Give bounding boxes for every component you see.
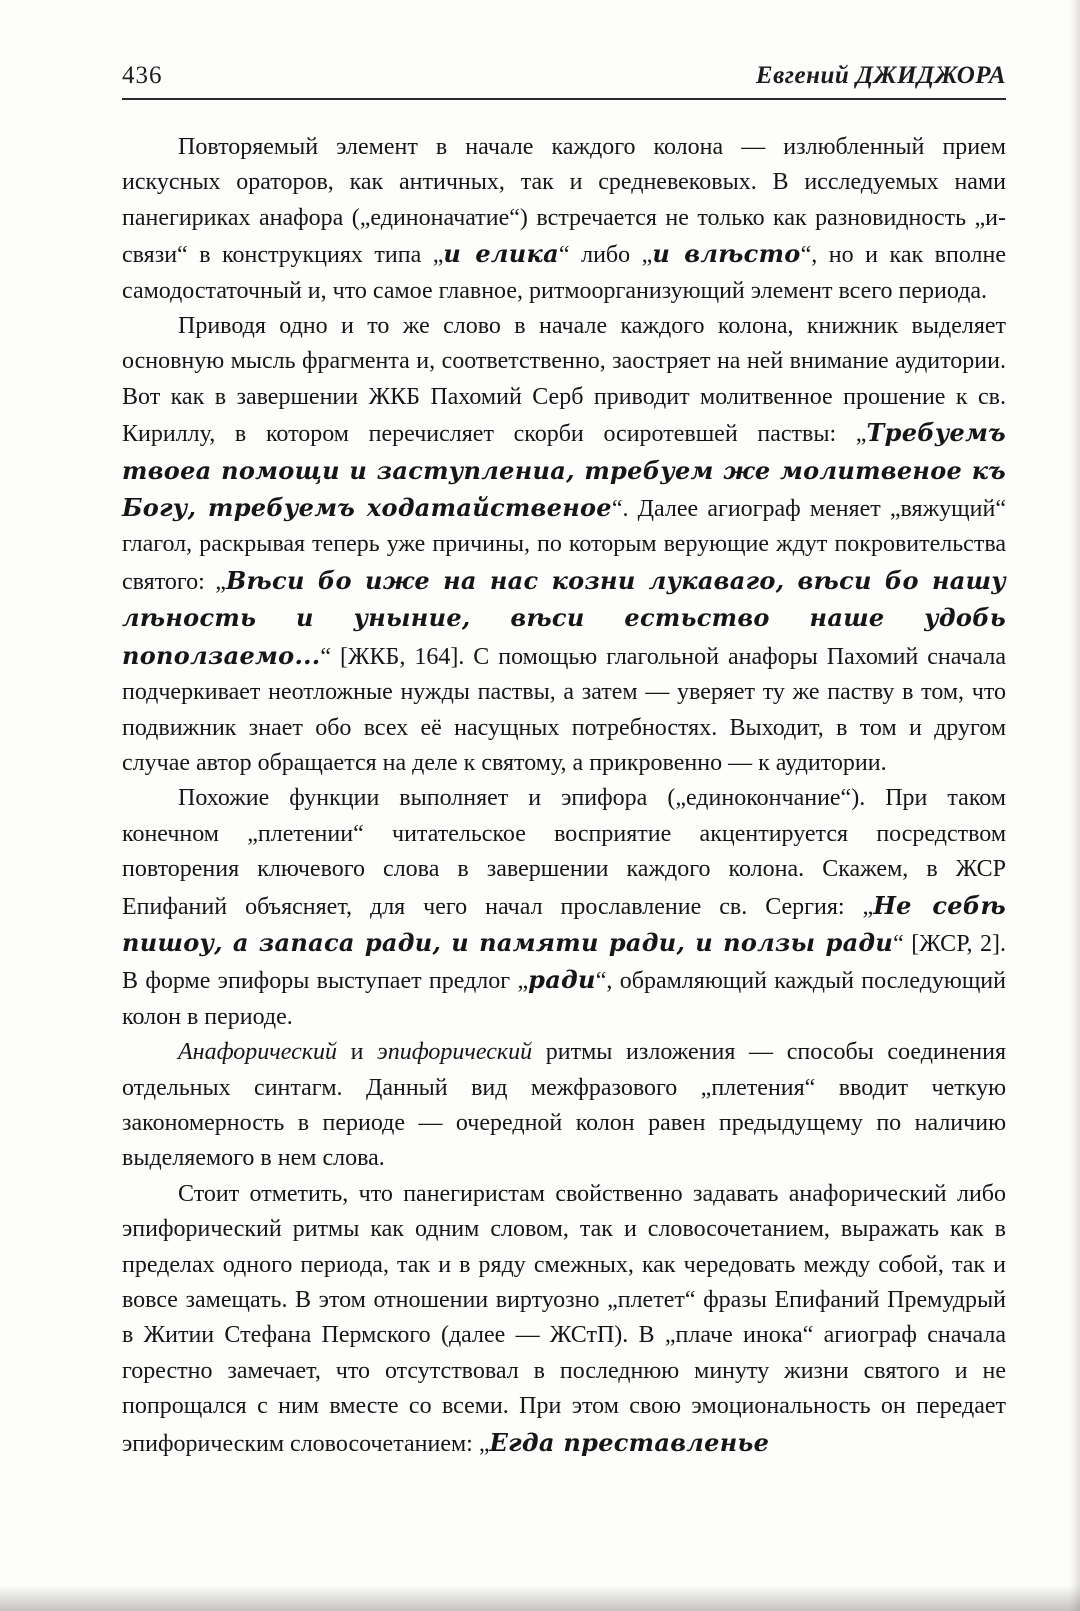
page-number: 436 — [122, 62, 163, 89]
text-run: “. Далее агиограф меняет „вяжущий“ глагол, раскрывая теперь уже причины, по которым верующие ждут покровительства святого: „ — [122, 496, 1006, 595]
paragraph — [122, 781, 1006, 1035]
scan-shadow-right — [1070, 0, 1080, 1611]
text-run: “, обрамляющий каждый последующий колон в периоде. — [122, 968, 1006, 1030]
paragraph — [122, 130, 1006, 309]
church-slavonic-quote: и елика — [443, 239, 559, 269]
scan-shadow-bottom — [0, 1585, 1080, 1611]
page-header — [122, 62, 1006, 90]
paragraph — [122, 309, 1006, 781]
text-run: Приводя одно и то же слово в начале каждого колона, книжник выделяет основную мысль фрагмента и, соответственно, заостряет на ней внимание аудитории. Вот как в завершении ЖКБ Пахомий Серб приводит молитвенное прошение к св. Кириллу, в котором перечисляет скорби осиротевшей паствы: „ — [122, 313, 1006, 448]
church-slavonic-quote: ради — [528, 965, 596, 995]
church-slavonic-quote: и влѣсто — [652, 239, 801, 269]
church-slavonic-quote: Вѣси бо иже на нас козни лукаваго, вѣси бо нашу лѣность и уныние, вѣси естьство наше удобь поползаемо... — [122, 565, 1006, 670]
header-rule — [122, 98, 1006, 100]
text-run: и — [336, 1039, 378, 1066]
paragraph — [122, 1177, 1006, 1462]
body-text — [122, 130, 1006, 1462]
text-run: эпифорический — [377, 1039, 533, 1066]
text-run: Анафорический — [178, 1039, 337, 1066]
text-run: “ [ЖСР, 2]. В форме эпифоры выступает предлог „ — [122, 930, 1006, 995]
text-run: Повторяемый элемент в начале каждого колона — излюбленный прием искусных ораторов, как античных, так и средневековых. В исследуемых нами панегириках анафора („единоначатие“) встречается не только как разновидность „и-связи“ в конструкциях типа „ — [122, 134, 1006, 269]
text-run: “ [ЖКБ, 164]. С помощью глагольной анафоры Пахомий сначала подчеркивает неотложные нужды паствы, а затем — уверяет ту же паству в том, что подвижник знает обо всех её насущных потребностях. Выходит, в том и другом случае автор обращается на деле к святому, а прикровенно — к аудитории. — [122, 643, 1006, 776]
header-author: Евгений ДЖИДЖОРА — [755, 62, 1006, 89]
church-slavonic-quote: Не себѣ пишоу, а запаса ради, и памяти ради, и ползы ради — [122, 890, 1006, 957]
text-run: “ либо „ — [558, 242, 653, 269]
text-run: “, но и как вполне самодостаточный и, что самое главное, ритмоорганизующий элемент всего периода. — [122, 242, 1007, 304]
text-run: Стоит отметить, что панегиристам свойственно задавать анафорический либо эпифорический ритмы как одним словом, так и словосочетанием, выражать как в пределах одного периода, так и в ряду смежных, как чередовать между собой, так и вовсе замещать. В этом отношении виртуозно „плетет“ фразы Епифаний Премудрый в Житии Стефана Пермского (далее — ЖСтП). В „плаче инока“ агиограф сначала горестно замечает, что отсутствовал в последнюю минуту жизни святого и не попрощался с ним вместе со всеми. При этом свою эмоциональность он передает эпифорическим словосочетанием: „ — [122, 1180, 1006, 1457]
text-run: Похожие функции выполняет и эпифора („единокончание“). При таком конечном „плетении“ читательское восприятие акцентируется посредством повторения ключевого слова в завершении каждого колона. Скажем, в ЖСР Епифаний объясняет, для чего начал прославление св. Сергия: „ — [122, 785, 1006, 920]
church-slavonic-quote: Егда преставленье — [489, 1427, 770, 1457]
text-run: ритмы изложения — способы соединения отдельных синтагм. Данный вид межфразового „плетения“ вводит четкую закономерность в периоде — очередной колон равен предыдущему по наличию выделяемого в нем слова. — [122, 1039, 1006, 1172]
paragraph — [122, 1035, 1006, 1177]
church-slavonic-quote: Требуемъ твоеа помощи и заступлениа, требуем же молитвеное къ Богу, требуемъ ходатайственое — [122, 418, 1006, 523]
